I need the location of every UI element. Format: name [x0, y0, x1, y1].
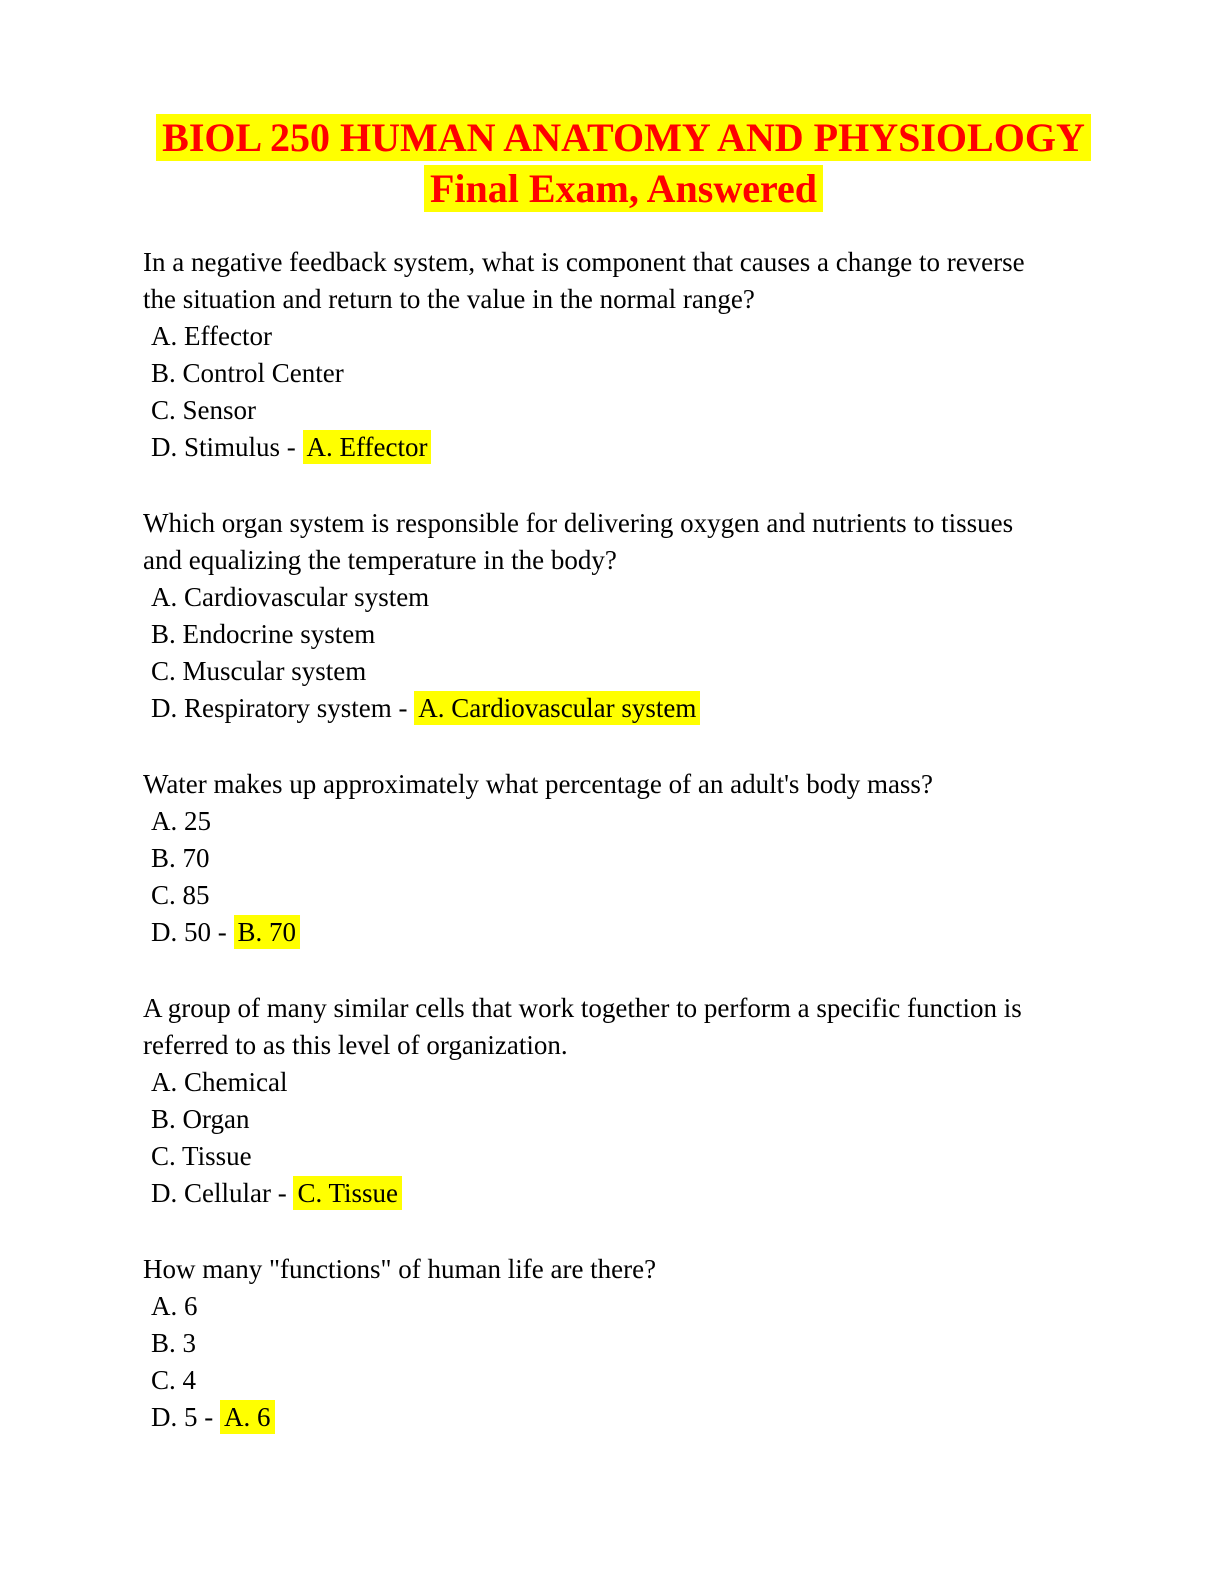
question-1	[143, 244, 1104, 466]
question-2-line-2: and equalizing the temperature in the body?	[143, 545, 617, 575]
question-4	[143, 990, 1104, 1212]
question-4-line-1: A group of many similar cells that work together to perform a specific function is	[143, 993, 1022, 1023]
question-4-option-c: C. Tissue	[151, 1141, 252, 1171]
question-2-option-d	[151, 690, 1104, 727]
exam-title-line-2: Final Exam, Answered	[424, 165, 823, 212]
question-3-option-d-text: D. 50 -	[151, 917, 227, 947]
question-3-correct-answer: B. 70	[234, 915, 301, 949]
question-5-option-d	[151, 1399, 1104, 1436]
question-1-option-d	[151, 429, 1104, 466]
question-4-correct-answer: C. Tissue	[293, 1176, 402, 1210]
question-3-option-a: A. 25	[151, 806, 211, 836]
question-2-correct-answer: A. Cardiovascular system	[414, 691, 700, 725]
question-1-option-c: C. Sensor	[151, 395, 257, 425]
question-3-text	[143, 766, 1104, 803]
question-3-option-d	[151, 914, 1104, 951]
question-5-option-a: A. 6	[151, 1291, 198, 1321]
question-1-correct-answer: A. Effector	[303, 430, 432, 464]
question-1-option-d-text: D. Stimulus -	[151, 432, 296, 462]
question-2-line-1: Which organ system is responsible for delivering oxygen and nutrients to tissues	[143, 508, 1014, 538]
question-5-option-d-text: D. 5 -	[151, 1402, 214, 1432]
question-3-line-1: Water makes up approximately what percentage of an adult's body mass?	[143, 769, 933, 799]
question-5-option-b: B. 3	[151, 1328, 197, 1358]
question-4-line-2: referred to as this level of organization.	[143, 1030, 568, 1060]
question-4-option-b: B. Organ	[151, 1104, 250, 1134]
question-4-option-a: A. Chemical	[151, 1067, 288, 1097]
question-4-text	[143, 990, 1104, 1064]
question-4-option-d-text: D. Cellular -	[151, 1178, 287, 1208]
question-5	[143, 1251, 1104, 1436]
question-1-text	[143, 244, 1104, 318]
question-1-line-1: In a negative feedback system, what is component that causes a change to reverse	[143, 247, 1025, 277]
question-2	[143, 505, 1104, 727]
question-2-option-a: A. Cardiovascular system	[151, 582, 430, 612]
question-1-option-a: A. Effector	[151, 321, 272, 351]
exam-title-line-1: BIOL 250 HUMAN ANATOMY AND PHYSIOLOGY	[156, 114, 1091, 161]
question-3	[143, 766, 1104, 951]
question-5-text	[143, 1251, 1104, 1288]
question-2-option-b: B. Endocrine system	[151, 619, 376, 649]
question-1-option-b: B. Control Center	[151, 358, 344, 388]
question-1-line-2: the situation and return to the value in the normal range?	[143, 284, 755, 314]
question-4-option-d	[151, 1175, 1104, 1212]
question-2-option-c: C. Muscular system	[151, 656, 367, 686]
question-2-option-d-text: D. Respiratory system -	[151, 693, 408, 723]
exam-title	[143, 112, 1104, 214]
question-3-option-c: C. 85	[151, 880, 210, 910]
question-3-option-b: B. 70	[151, 843, 210, 873]
question-5-option-c: C. 4	[151, 1365, 197, 1395]
question-5-correct-answer: A. 6	[220, 1400, 275, 1434]
question-2-text	[143, 505, 1104, 579]
question-5-line-1: How many "functions" of human life are there?	[143, 1254, 657, 1284]
